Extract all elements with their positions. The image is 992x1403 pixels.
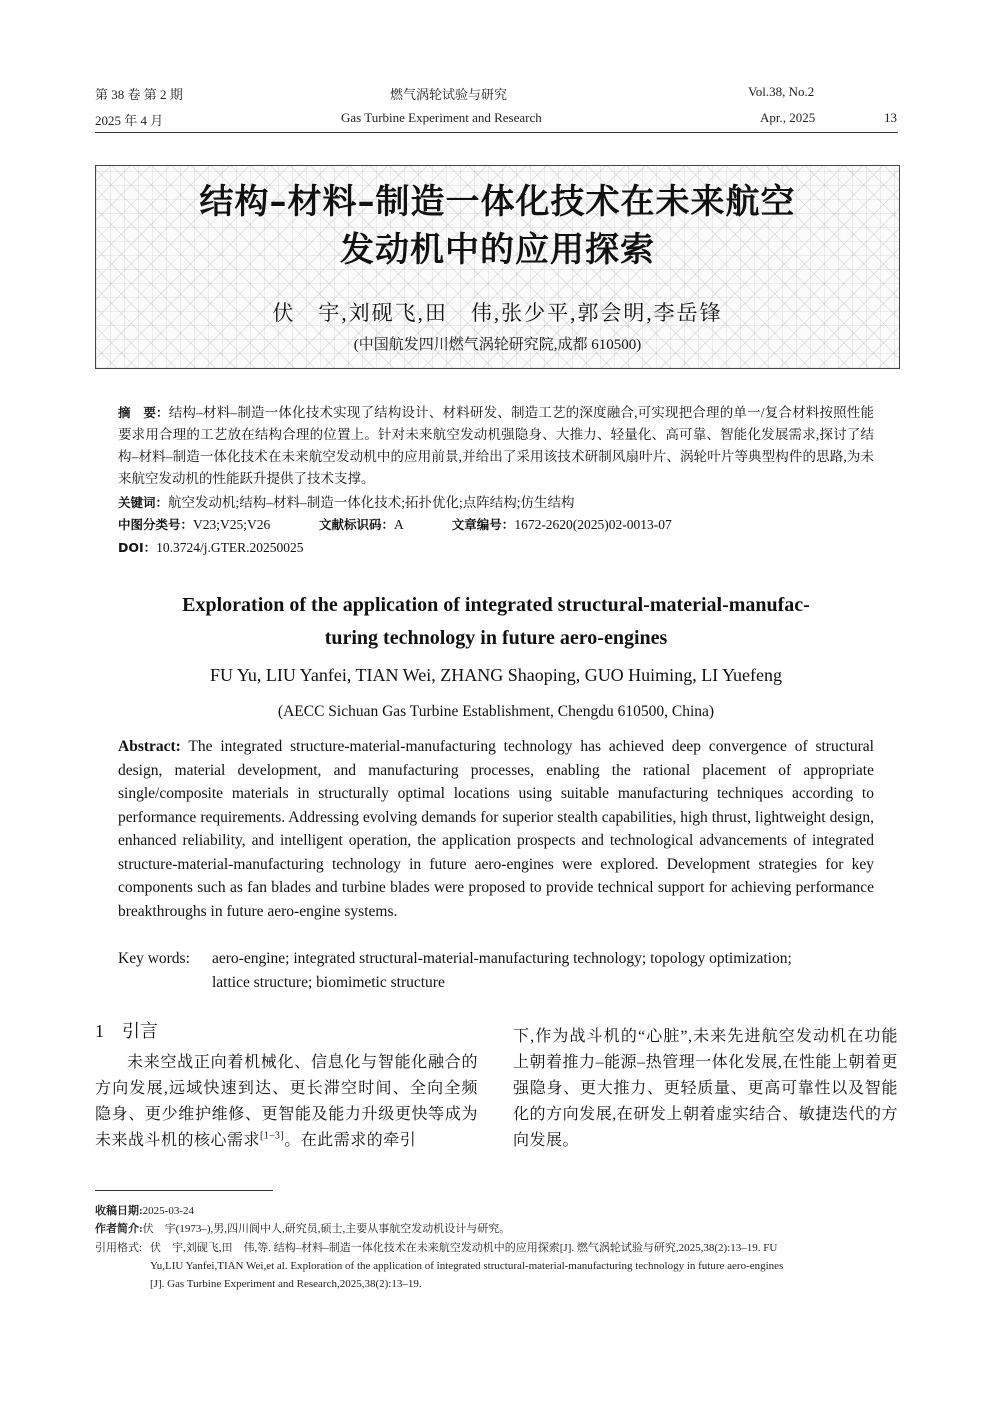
author-bio-label: 作者简介: <box>95 1223 143 1235</box>
title-cn-line1: 结构–材料–制造一体化技术在未来航空 <box>199 182 796 222</box>
abstract-cn-text: 结构–材料–制造一体化技术实现了结构设计、材料研发、制造工艺的深度融合,可实现把合理的单一/复合材料按照性能要求用合理的工艺放在结构合理的位置上。针对未来航空发动机强隐身、大推力、轻量化、高可靠、智能化发展需求,探讨了结构–材料–制造一体化技术在未来航空发动机中的应用前景,并给出了采用该技术研制风扇叶片、涡轮叶片等典型构件的思路,为未来航空发动机的性能跃升提供了技术支撑。 <box>118 405 874 486</box>
citation-format-line2: Yu,LIU Yanfei,TIAN Wei,et al. Exploration of the application of integrated structural-material-manufacturing technology in future aero-engines <box>150 1260 784 1272</box>
page-number: 13 <box>884 110 897 125</box>
abstract-en-text: The integrated structure-material-manufacturing technology has achieved deep convergence of structural design, material development, and manufacturing processes, enabling the rational placement of appropriate single/composite materials in structurally optimal locations using suitable manufacturing techniques according to performance requirements. Addressing evolving demands for superior stealth capabilities, high thrust, lightweight design, enhanced reliability, and intelligent operation, the application prospects and technological advancements of integrated structure-material-manufacturing technology in future aero-engines were explored. Development strategies for key components such as fan blades and turbine blades were proposed to provide technical support for achieving performance breakthroughs in future aero-engine systems. <box>118 738 874 920</box>
title-en-line2: turing technology in future aero-engines <box>324 627 668 649</box>
header-journal-en: Gas Turbine Experiment and Research <box>341 110 542 125</box>
abstract-cn-label: 摘 要： <box>118 405 169 420</box>
received-label: 收稿日期: <box>95 1205 143 1217</box>
keywords-en-line2: lattice structure; biomimetic structure <box>212 974 445 991</box>
keywords-en-line1: aero-engine; integrated structural-material-manufacturing technology; topology optimization; <box>212 950 792 967</box>
author-bio-value: 伏 宇(1973–),男,四川阆中人,研究员,硕士,主要从事航空发动机设计与研究。 <box>142 1223 511 1235</box>
authors-en: FU Yu, LIU Yanfei, TIAN Wei, ZHANG Shaoping, GUO Huiming, LI Yuefeng <box>209 665 782 685</box>
abstract-cn <box>118 402 874 490</box>
header-journal-cn: 燃气涡轮试验与研究 <box>390 87 508 102</box>
header-rule <box>95 132 898 133</box>
author-bio <box>95 1220 510 1238</box>
article-no-value: 1672-2620(2025)02-0013-07 <box>514 517 672 532</box>
doc-code-label: 文献标识码： <box>319 517 395 532</box>
affiliation-en: (AECC Sichuan Gas Turbine Establishment, Chengdu 610500, China) <box>277 703 715 720</box>
abstract-en <box>118 735 874 923</box>
intro-paragraph-left <box>95 1050 478 1154</box>
keywords-cn-text: 航空发动机;结构–材料–制造一体化技术;拓扑优化;点阵结构;仿生结构 <box>168 495 575 510</box>
title-en-line1: Exploration of the application of integrated structural-material-manufac- <box>182 594 810 616</box>
doc-code-value: A <box>394 517 404 532</box>
title-cn-line2: 发动机中的应用探索 <box>340 230 655 270</box>
header-date-en: Apr., 2025 <box>760 110 816 125</box>
intro-left-tail: 。在此需求的牵引 <box>284 1132 417 1149</box>
header-volume-issue-en: Vol.38, No.2 <box>748 84 815 99</box>
received-date <box>95 1202 194 1220</box>
clc-value: V23;V25;V26 <box>193 517 271 532</box>
doi-value: 10.3724/j.GTER.20250025 <box>156 540 304 555</box>
citation-format-line1: 伏 宇,刘砚飞,田 伟,等. 结构–材料–制造一体化技术在未来航空发动机中的应用探索[J]. 燃气涡轮试验与研究,2025,38(2):13–19. FU <box>150 1242 778 1254</box>
intro-left-text: 未来空战正向着机械化、信息化与智能化融合的方向发展,远域快速到达、更长滞空时间、全向全频隐身、更少维护维修、更智能及能力升级更快等成为未来战斗机的核心需求 <box>95 1054 478 1149</box>
section-heading-introduction: 1 引言 <box>95 1021 158 1041</box>
keywords-en-label: Key words: <box>118 950 190 967</box>
affiliation-cn: (中国航发四川燃气涡轮研究院,成都 610500) <box>353 337 642 353</box>
article-no-label: 文章编号： <box>451 517 515 532</box>
citation-format-line3: [J]. Gas Turbine Experiment and Research,2025,38(2):13–19. <box>150 1278 422 1290</box>
authors-cn: 伏 宇,刘砚飞,田 伟,张少平,郭会明,李岳锋 <box>272 301 723 325</box>
clc-label: 中图分类号： <box>118 517 194 532</box>
keywords-cn-label: 关键词： <box>118 495 169 510</box>
header-volume-issue-cn: 第 38 卷 第 2 期 <box>95 87 183 102</box>
citation-format-label: 引用格式: <box>95 1242 143 1254</box>
classification-line <box>118 514 874 536</box>
header-date-cn: 2025 年 4 月 <box>95 113 164 128</box>
footnote-rule <box>95 1190 273 1191</box>
received-value: 2025-03-24 <box>142 1205 194 1217</box>
citation-ref: [1–3] <box>260 1130 285 1142</box>
intro-paragraph-right: 下,作为战斗机的“心脏”,未来先进航空发动机在功能上朝着推力–能源–热管理一体化发展,在性能上朝着更强隐身、更大推力、更轻质量、更高可靠性以及智能化的方向发展,在研发上朝着虚实结合、敏捷迭代的方向发展。 <box>513 1028 898 1149</box>
title-block <box>95 165 900 369</box>
doi-label: DOI： <box>118 540 157 555</box>
doi-line <box>118 537 874 559</box>
abstract-en-label: Abstract: <box>118 738 181 755</box>
keywords-cn <box>118 492 874 514</box>
